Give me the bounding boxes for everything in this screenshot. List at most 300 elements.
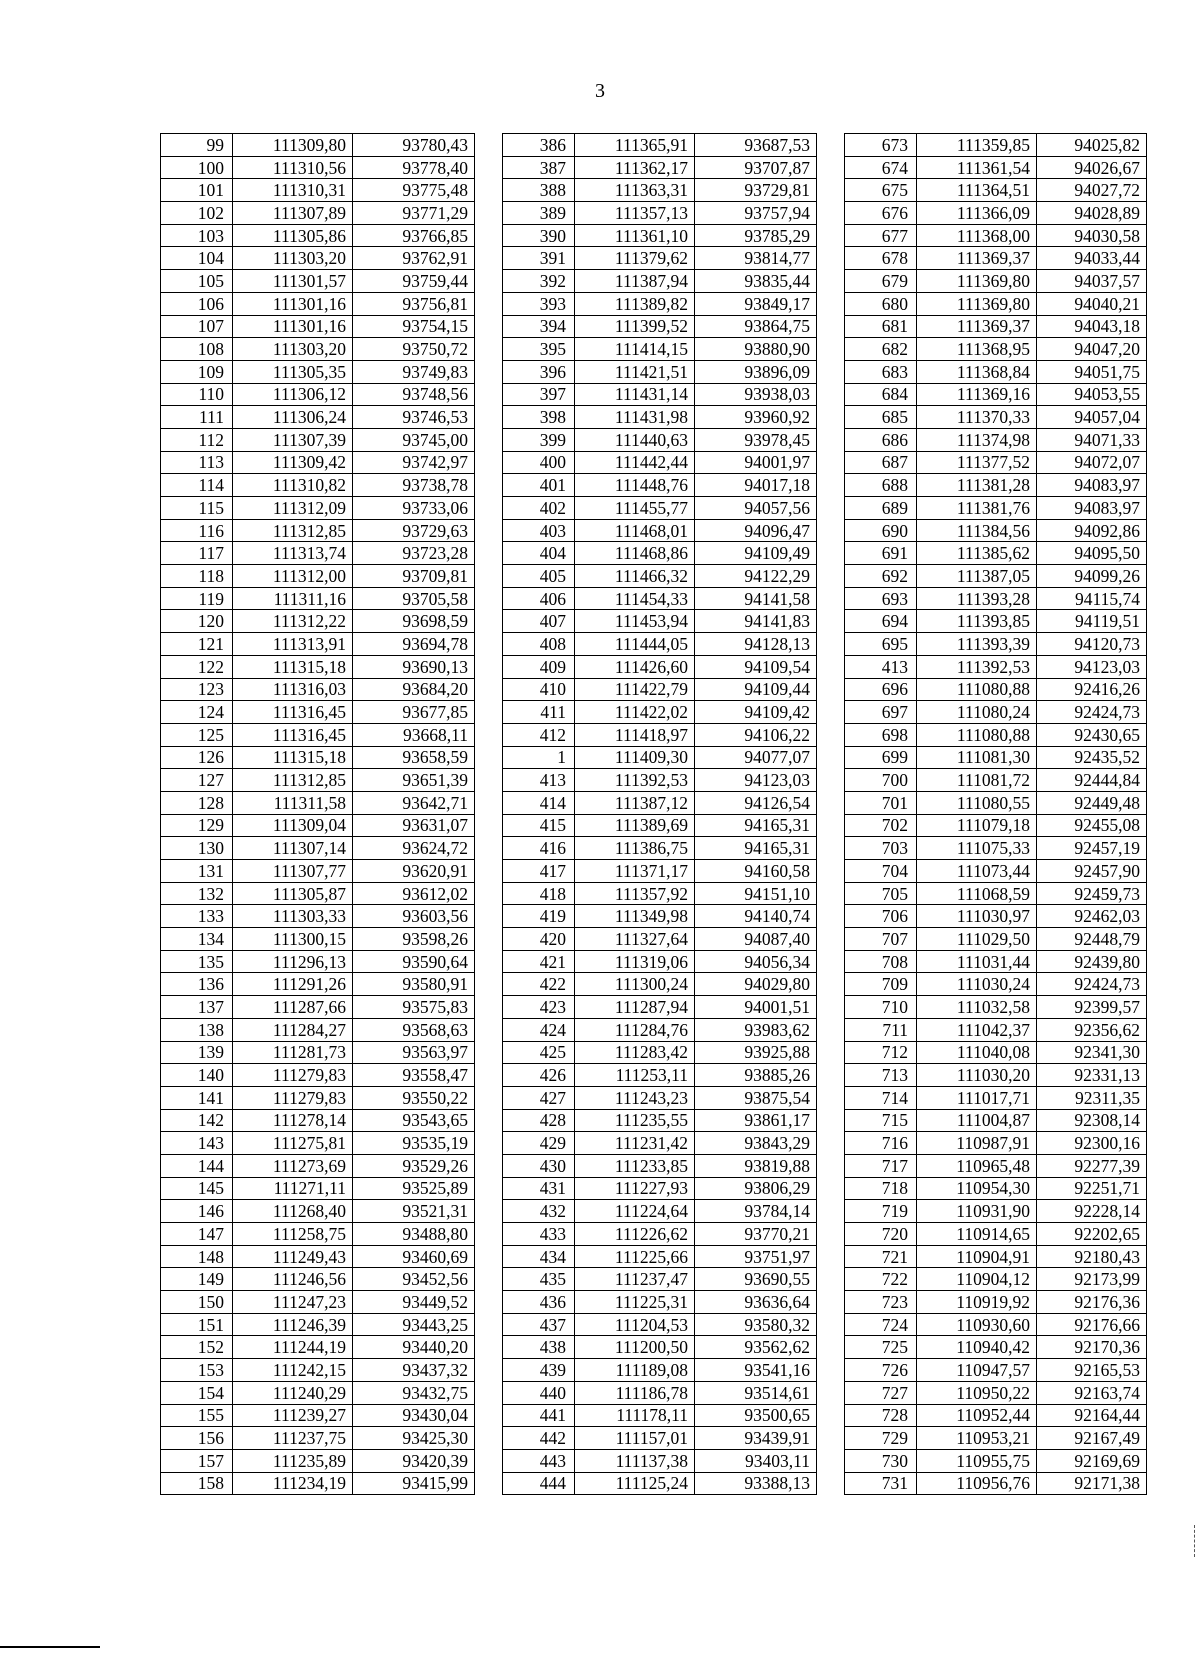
y-coordinate-cell: 92202,65 [1037,1223,1147,1246]
table-row [161,1381,1147,1404]
point-number-cell: 423 [503,996,575,1019]
column-gap [475,224,503,247]
x-coordinate-cell: 111080,24 [917,701,1037,724]
x-coordinate-cell: 111431,14 [575,383,695,406]
point-number-cell: 730 [845,1449,917,1472]
column-gap [475,156,503,179]
column-gap [475,610,503,633]
x-coordinate-cell: 111315,18 [233,655,353,678]
point-number-cell: 719 [845,1200,917,1223]
point-number-cell: 413 [845,655,917,678]
x-coordinate-cell: 111409,30 [575,746,695,769]
column-gap [475,633,503,656]
x-coordinate-cell: 111303,20 [233,247,353,270]
y-coordinate-cell: 93742,97 [353,451,475,474]
x-coordinate-cell: 110919,92 [917,1291,1037,1314]
column-gap [475,1154,503,1177]
y-coordinate-cell: 93835,44 [695,270,817,293]
x-coordinate-cell: 111246,56 [233,1268,353,1291]
column-gap [817,406,845,429]
point-number-cell: 720 [845,1223,917,1246]
y-coordinate-cell: 93677,85 [353,701,475,724]
y-coordinate-cell: 93488,80 [353,1223,475,1246]
column-gap [817,1427,845,1450]
x-coordinate-cell: 111189,08 [575,1359,695,1382]
x-coordinate-cell: 111224,64 [575,1200,695,1223]
x-coordinate-cell: 111369,37 [917,315,1037,338]
x-coordinate-cell: 111311,58 [233,791,353,814]
table-row [161,270,1147,293]
point-number-cell: 697 [845,701,917,724]
x-coordinate-cell: 111393,85 [917,610,1037,633]
x-coordinate-cell: 111017,71 [917,1086,1037,1109]
x-coordinate-cell: 111237,47 [575,1268,695,1291]
x-coordinate-cell: 111387,05 [917,565,1037,588]
x-coordinate-cell: 110950,22 [917,1381,1037,1404]
page-number: 3 [595,80,605,102]
x-coordinate-cell: 110956,76 [917,1472,1037,1495]
y-coordinate-cell: 94040,21 [1037,292,1147,315]
y-coordinate-cell: 93449,52 [353,1291,475,1314]
column-gap [817,179,845,202]
point-number-cell: 673 [845,134,917,157]
y-coordinate-cell: 94109,49 [695,542,817,565]
table-row [161,633,1147,656]
point-number-cell: 112 [161,428,233,451]
x-coordinate-cell: 111307,39 [233,428,353,451]
point-number-cell: 675 [845,179,917,202]
column-gap [475,451,503,474]
y-coordinate-cell: 93658,59 [353,746,475,769]
x-coordinate-cell: 111361,10 [575,224,695,247]
point-number-cell: 674 [845,156,917,179]
y-coordinate-cell: 94140,74 [695,905,817,928]
y-coordinate-cell: 94030,58 [1037,224,1147,247]
point-number-cell: 114 [161,474,233,497]
point-number-cell: 415 [503,814,575,837]
point-number-cell: 713 [845,1064,917,1087]
table-row [161,973,1147,996]
point-number-cell: 148 [161,1245,233,1268]
point-number-cell: 694 [845,610,917,633]
x-coordinate-cell: 111310,31 [233,179,353,202]
point-number-cell: 432 [503,1200,575,1223]
column-gap [475,1313,503,1336]
table-row [161,497,1147,520]
column-gap [475,1336,503,1359]
column-gap [817,1381,845,1404]
point-number-cell: 409 [503,655,575,678]
y-coordinate-cell: 94151,10 [695,882,817,905]
x-coordinate-cell: 111368,00 [917,224,1037,247]
column-gap [475,746,503,769]
point-number-cell: 726 [845,1359,917,1382]
y-coordinate-cell: 93925,88 [695,1041,817,1064]
y-coordinate-cell: 92462,03 [1037,905,1147,928]
column-gap [475,791,503,814]
x-coordinate-cell: 111374,98 [917,428,1037,451]
column-gap [475,1109,503,1132]
y-coordinate-cell: 92341,30 [1037,1041,1147,1064]
point-number-cell: 693 [845,587,917,610]
point-number-cell: 712 [845,1041,917,1064]
point-number-cell: 438 [503,1336,575,1359]
column-gap [475,769,503,792]
y-coordinate-cell: 94071,33 [1037,428,1147,451]
point-number-cell: 678 [845,247,917,270]
y-coordinate-cell: 93443,25 [353,1313,475,1336]
table-row [161,1404,1147,1427]
x-coordinate-cell: 111422,79 [575,678,695,701]
x-coordinate-cell: 111384,56 [917,519,1037,542]
x-coordinate-cell: 111080,55 [917,791,1037,814]
y-coordinate-cell: 93785,29 [695,224,817,247]
point-number-cell: 700 [845,769,917,792]
table-row [161,338,1147,361]
x-coordinate-cell: 111313,91 [233,633,353,656]
point-number-cell: 390 [503,224,575,247]
point-number-cell: 147 [161,1223,233,1246]
x-coordinate-cell: 111080,88 [917,678,1037,701]
point-number-cell: 701 [845,791,917,814]
scan-edge-mark [1194,1525,1197,1557]
column-gap [817,565,845,588]
y-coordinate-cell: 93642,71 [353,791,475,814]
y-coordinate-cell: 93885,26 [695,1064,817,1087]
table-row [161,1268,1147,1291]
x-coordinate-cell: 111369,37 [917,247,1037,270]
x-coordinate-cell: 111042,37 [917,1018,1037,1041]
point-number-cell: 403 [503,519,575,542]
table-row [161,519,1147,542]
table-row [161,587,1147,610]
point-number-cell: 413 [503,769,575,792]
y-coordinate-cell: 93575,83 [353,996,475,1019]
column-gap [817,655,845,678]
y-coordinate-cell: 94123,03 [695,769,817,792]
table-row [161,928,1147,951]
table-row [161,134,1147,157]
point-number-cell: 103 [161,224,233,247]
x-coordinate-cell: 111371,17 [575,860,695,883]
point-number-cell: 393 [503,292,575,315]
column-gap [475,428,503,451]
x-coordinate-cell: 111389,69 [575,814,695,837]
point-number-cell: 435 [503,1268,575,1291]
y-coordinate-cell: 92176,66 [1037,1313,1147,1336]
y-coordinate-cell: 94053,55 [1037,383,1147,406]
y-coordinate-cell: 92435,52 [1037,746,1147,769]
column-gap [817,1109,845,1132]
column-gap [475,1200,503,1223]
y-coordinate-cell: 93415,99 [353,1472,475,1495]
x-coordinate-cell: 111125,24 [575,1472,695,1495]
point-number-cell: 146 [161,1200,233,1223]
table-row [161,1177,1147,1200]
column-gap [817,202,845,225]
x-coordinate-cell: 111421,51 [575,360,695,383]
point-number-cell: 715 [845,1109,917,1132]
y-coordinate-cell: 93748,56 [353,383,475,406]
y-coordinate-cell: 93729,81 [695,179,817,202]
column-gap [817,633,845,656]
y-coordinate-cell: 93568,63 [353,1018,475,1041]
column-gap [475,882,503,905]
x-coordinate-cell: 111387,12 [575,791,695,814]
column-gap [817,428,845,451]
point-number-cell: 134 [161,928,233,951]
table-row [161,1064,1147,1087]
column-gap [475,565,503,588]
column-gap [475,134,503,157]
column-gap [475,678,503,701]
x-coordinate-cell: 111315,18 [233,746,353,769]
x-coordinate-cell: 111363,31 [575,179,695,202]
point-number-cell: 421 [503,950,575,973]
y-coordinate-cell: 92173,99 [1037,1268,1147,1291]
table-row [161,1472,1147,1495]
x-coordinate-cell: 111468,01 [575,519,695,542]
point-number-cell: 157 [161,1449,233,1472]
point-number-cell: 710 [845,996,917,1019]
point-number-cell: 155 [161,1404,233,1427]
x-coordinate-cell: 111399,52 [575,315,695,338]
x-coordinate-cell: 111283,42 [575,1041,695,1064]
point-number-cell: 725 [845,1336,917,1359]
y-coordinate-cell: 93437,32 [353,1359,475,1382]
point-number-cell: 679 [845,270,917,293]
x-coordinate-cell: 111369,16 [917,383,1037,406]
x-coordinate-cell: 111392,53 [917,655,1037,678]
y-coordinate-cell: 93563,97 [353,1041,475,1064]
column-gap [817,1041,845,1064]
y-coordinate-cell: 92449,48 [1037,791,1147,814]
point-number-cell: 724 [845,1313,917,1336]
column-gap [817,1223,845,1246]
column-gap [475,1404,503,1427]
y-coordinate-cell: 94043,18 [1037,315,1147,338]
point-number-cell: 138 [161,1018,233,1041]
table-row [161,701,1147,724]
column-gap [475,542,503,565]
x-coordinate-cell: 111414,15 [575,338,695,361]
column-gap [817,791,845,814]
point-number-cell: 407 [503,610,575,633]
y-coordinate-cell: 94001,97 [695,451,817,474]
point-number-cell: 133 [161,905,233,928]
x-coordinate-cell: 111231,42 [575,1132,695,1155]
x-coordinate-cell: 111258,75 [233,1223,353,1246]
column-gap [817,360,845,383]
column-gap [817,723,845,746]
x-coordinate-cell: 111279,83 [233,1064,353,1087]
x-coordinate-cell: 110955,75 [917,1449,1037,1472]
column-gap [475,1268,503,1291]
y-coordinate-cell: 94072,07 [1037,451,1147,474]
point-number-cell: 420 [503,928,575,951]
x-coordinate-cell: 111327,64 [575,928,695,951]
point-number-cell: 122 [161,655,233,678]
column-gap [817,1404,845,1427]
x-coordinate-cell: 111369,80 [917,292,1037,315]
column-gap [817,860,845,883]
point-number-cell: 137 [161,996,233,1019]
point-number-cell: 123 [161,678,233,701]
x-coordinate-cell: 111301,16 [233,292,353,315]
y-coordinate-cell: 93529,26 [353,1154,475,1177]
x-coordinate-cell: 111393,28 [917,587,1037,610]
point-number-cell: 682 [845,338,917,361]
column-gap [817,1268,845,1291]
x-coordinate-cell: 111466,32 [575,565,695,588]
x-coordinate-cell: 111301,16 [233,315,353,338]
point-number-cell: 144 [161,1154,233,1177]
point-number-cell: 692 [845,565,917,588]
table-row [161,678,1147,701]
point-number-cell: 418 [503,882,575,905]
column-gap [817,1018,845,1041]
column-gap [817,542,845,565]
table-row [161,1132,1147,1155]
point-number-cell: 698 [845,723,917,746]
point-number-cell: 401 [503,474,575,497]
y-coordinate-cell: 93631,07 [353,814,475,837]
x-coordinate-cell: 111454,33 [575,587,695,610]
y-coordinate-cell: 92459,73 [1037,882,1147,905]
point-number-cell: 145 [161,1177,233,1200]
column-gap [817,156,845,179]
x-coordinate-cell: 111246,39 [233,1313,353,1336]
column-gap [475,814,503,837]
point-number-cell: 440 [503,1381,575,1404]
point-number-cell: 115 [161,497,233,520]
x-coordinate-cell: 111309,42 [233,451,353,474]
table-row [161,860,1147,883]
table-row [161,950,1147,973]
column-gap [817,134,845,157]
y-coordinate-cell: 94027,72 [1037,179,1147,202]
y-coordinate-cell: 93624,72 [353,837,475,860]
column-gap [475,338,503,361]
column-gap [475,497,503,520]
y-coordinate-cell: 92170,36 [1037,1336,1147,1359]
x-coordinate-cell: 110987,91 [917,1132,1037,1155]
point-number-cell: 705 [845,882,917,905]
point-number-cell: 428 [503,1109,575,1132]
x-coordinate-cell: 111312,09 [233,497,353,520]
y-coordinate-cell: 92455,08 [1037,814,1147,837]
y-coordinate-cell: 94095,50 [1037,542,1147,565]
y-coordinate-cell: 93580,32 [695,1313,817,1336]
point-number-cell: 721 [845,1245,917,1268]
x-coordinate-cell: 111305,35 [233,360,353,383]
column-gap [475,179,503,202]
y-coordinate-cell: 93745,00 [353,428,475,451]
column-gap [475,1132,503,1155]
point-number-cell: 681 [845,315,917,338]
y-coordinate-cell: 93420,39 [353,1449,475,1472]
x-coordinate-cell: 111031,44 [917,950,1037,973]
point-number-cell: 709 [845,973,917,996]
y-coordinate-cell: 93598,26 [353,928,475,951]
coordinate-table-body [161,134,1147,1495]
x-coordinate-cell: 111233,85 [575,1154,695,1177]
point-number-cell: 405 [503,565,575,588]
column-gap [817,973,845,996]
point-number-cell: 714 [845,1086,917,1109]
x-coordinate-cell: 111306,24 [233,406,353,429]
column-gap [475,315,503,338]
point-number-cell: 680 [845,292,917,315]
y-coordinate-cell: 94165,31 [695,837,817,860]
x-coordinate-cell: 111319,06 [575,950,695,973]
point-number-cell: 443 [503,1449,575,1472]
column-gap [475,247,503,270]
table-row [161,1245,1147,1268]
x-coordinate-cell: 111455,77 [575,497,695,520]
x-coordinate-cell: 111235,55 [575,1109,695,1132]
y-coordinate-cell: 93738,78 [353,474,475,497]
y-coordinate-cell: 94106,22 [695,723,817,746]
y-coordinate-cell: 94109,44 [695,678,817,701]
point-number-cell: 412 [503,723,575,746]
column-gap [817,928,845,951]
y-coordinate-cell: 92424,73 [1037,973,1147,996]
table-row [161,1313,1147,1336]
x-coordinate-cell: 111311,16 [233,587,353,610]
point-number-cell: 686 [845,428,917,451]
x-coordinate-cell: 111309,04 [233,814,353,837]
point-number-cell: 687 [845,451,917,474]
point-number-cell: 156 [161,1427,233,1450]
y-coordinate-cell: 92399,57 [1037,996,1147,1019]
x-coordinate-cell: 111312,85 [233,519,353,542]
point-number-cell: 110 [161,383,233,406]
point-number-cell: 108 [161,338,233,361]
x-coordinate-cell: 111279,83 [233,1086,353,1109]
table-row [161,1109,1147,1132]
x-coordinate-cell: 111370,33 [917,406,1037,429]
point-number-cell: 399 [503,428,575,451]
y-coordinate-cell: 94083,97 [1037,474,1147,497]
table-row [161,723,1147,746]
x-coordinate-cell: 111418,97 [575,723,695,746]
table-row [161,882,1147,905]
x-coordinate-cell: 111284,27 [233,1018,353,1041]
column-gap [817,1449,845,1472]
x-coordinate-cell: 111306,12 [233,383,353,406]
table-row [161,791,1147,814]
y-coordinate-cell: 92331,13 [1037,1064,1147,1087]
point-number-cell: 125 [161,723,233,746]
point-number-cell: 731 [845,1472,917,1495]
point-number-cell: 419 [503,905,575,928]
table-row [161,1154,1147,1177]
y-coordinate-cell: 94083,97 [1037,497,1147,520]
x-coordinate-cell: 111030,20 [917,1064,1037,1087]
x-coordinate-cell: 111300,15 [233,928,353,951]
column-gap [475,1381,503,1404]
y-coordinate-cell: 93580,91 [353,973,475,996]
y-coordinate-cell: 93729,63 [353,519,475,542]
point-number-cell: 728 [845,1404,917,1427]
y-coordinate-cell: 94126,54 [695,791,817,814]
y-coordinate-cell: 94037,57 [1037,270,1147,293]
x-coordinate-cell: 111362,17 [575,156,695,179]
x-coordinate-cell: 111242,15 [233,1359,353,1382]
x-coordinate-cell: 111368,95 [917,338,1037,361]
table-row [161,428,1147,451]
